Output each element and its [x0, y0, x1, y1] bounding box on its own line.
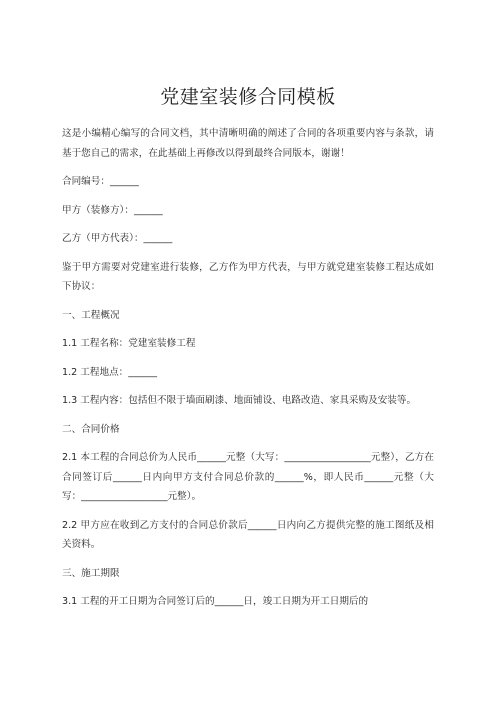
section-heading: 三、施工期限 [62, 567, 120, 579]
clause-paragraph: 3.1 工程的开工日期为合同签订后的______日，竣工日期为开工日期后的 [62, 596, 369, 607]
document-body [62, 124, 434, 621]
preamble-paragraph: 鉴于甲方需要对党建室进行装修，乙方作为甲方代表，与甲方就党建室装修工程达成如下协议： [62, 261, 434, 292]
section-heading: 一、工程概况 [62, 309, 120, 321]
clause-paragraph: 1.1 工程名称：党建室装修工程 [62, 338, 196, 349]
clause-paragraph: 2.1 本工程的合同总价为人民币______元整（大写：__________________元整），乙方在合同签订后______日内向甲方支付合同总价款的______%，即人民币______元整（大写：__________________元整）。 [62, 452, 434, 502]
document-title: 党建室装修合同模板 [160, 86, 336, 108]
clause-paragraph: 1.2 工程地点：______ [62, 366, 158, 378]
party-b-line: 乙方（甲方代表）：______ [62, 233, 173, 244]
clause-paragraph: 2.2 甲方应在收到乙方支付的合同总价款后______日内向乙方提供完整的施工图纸及相关资料。 [62, 519, 434, 550]
contract-number-line: 合同编号：______ [62, 176, 139, 187]
clause-paragraph: 1.3 工程内容：包括但不限于墙面刷漆、地面铺设、电路改造、家具采购及安装等。 [62, 395, 417, 406]
intro-paragraph: 这是小编精心编写的合同文档，其中清晰明确的阐述了合同的各项重要内容与条款，请基于您自己的需求，在此基础上再修改以得到最终合同版本，谢谢！ [62, 128, 434, 159]
party-a-line: 甲方（装修方）：______ [62, 204, 163, 216]
section-heading: 二、合同价格 [62, 423, 120, 435]
